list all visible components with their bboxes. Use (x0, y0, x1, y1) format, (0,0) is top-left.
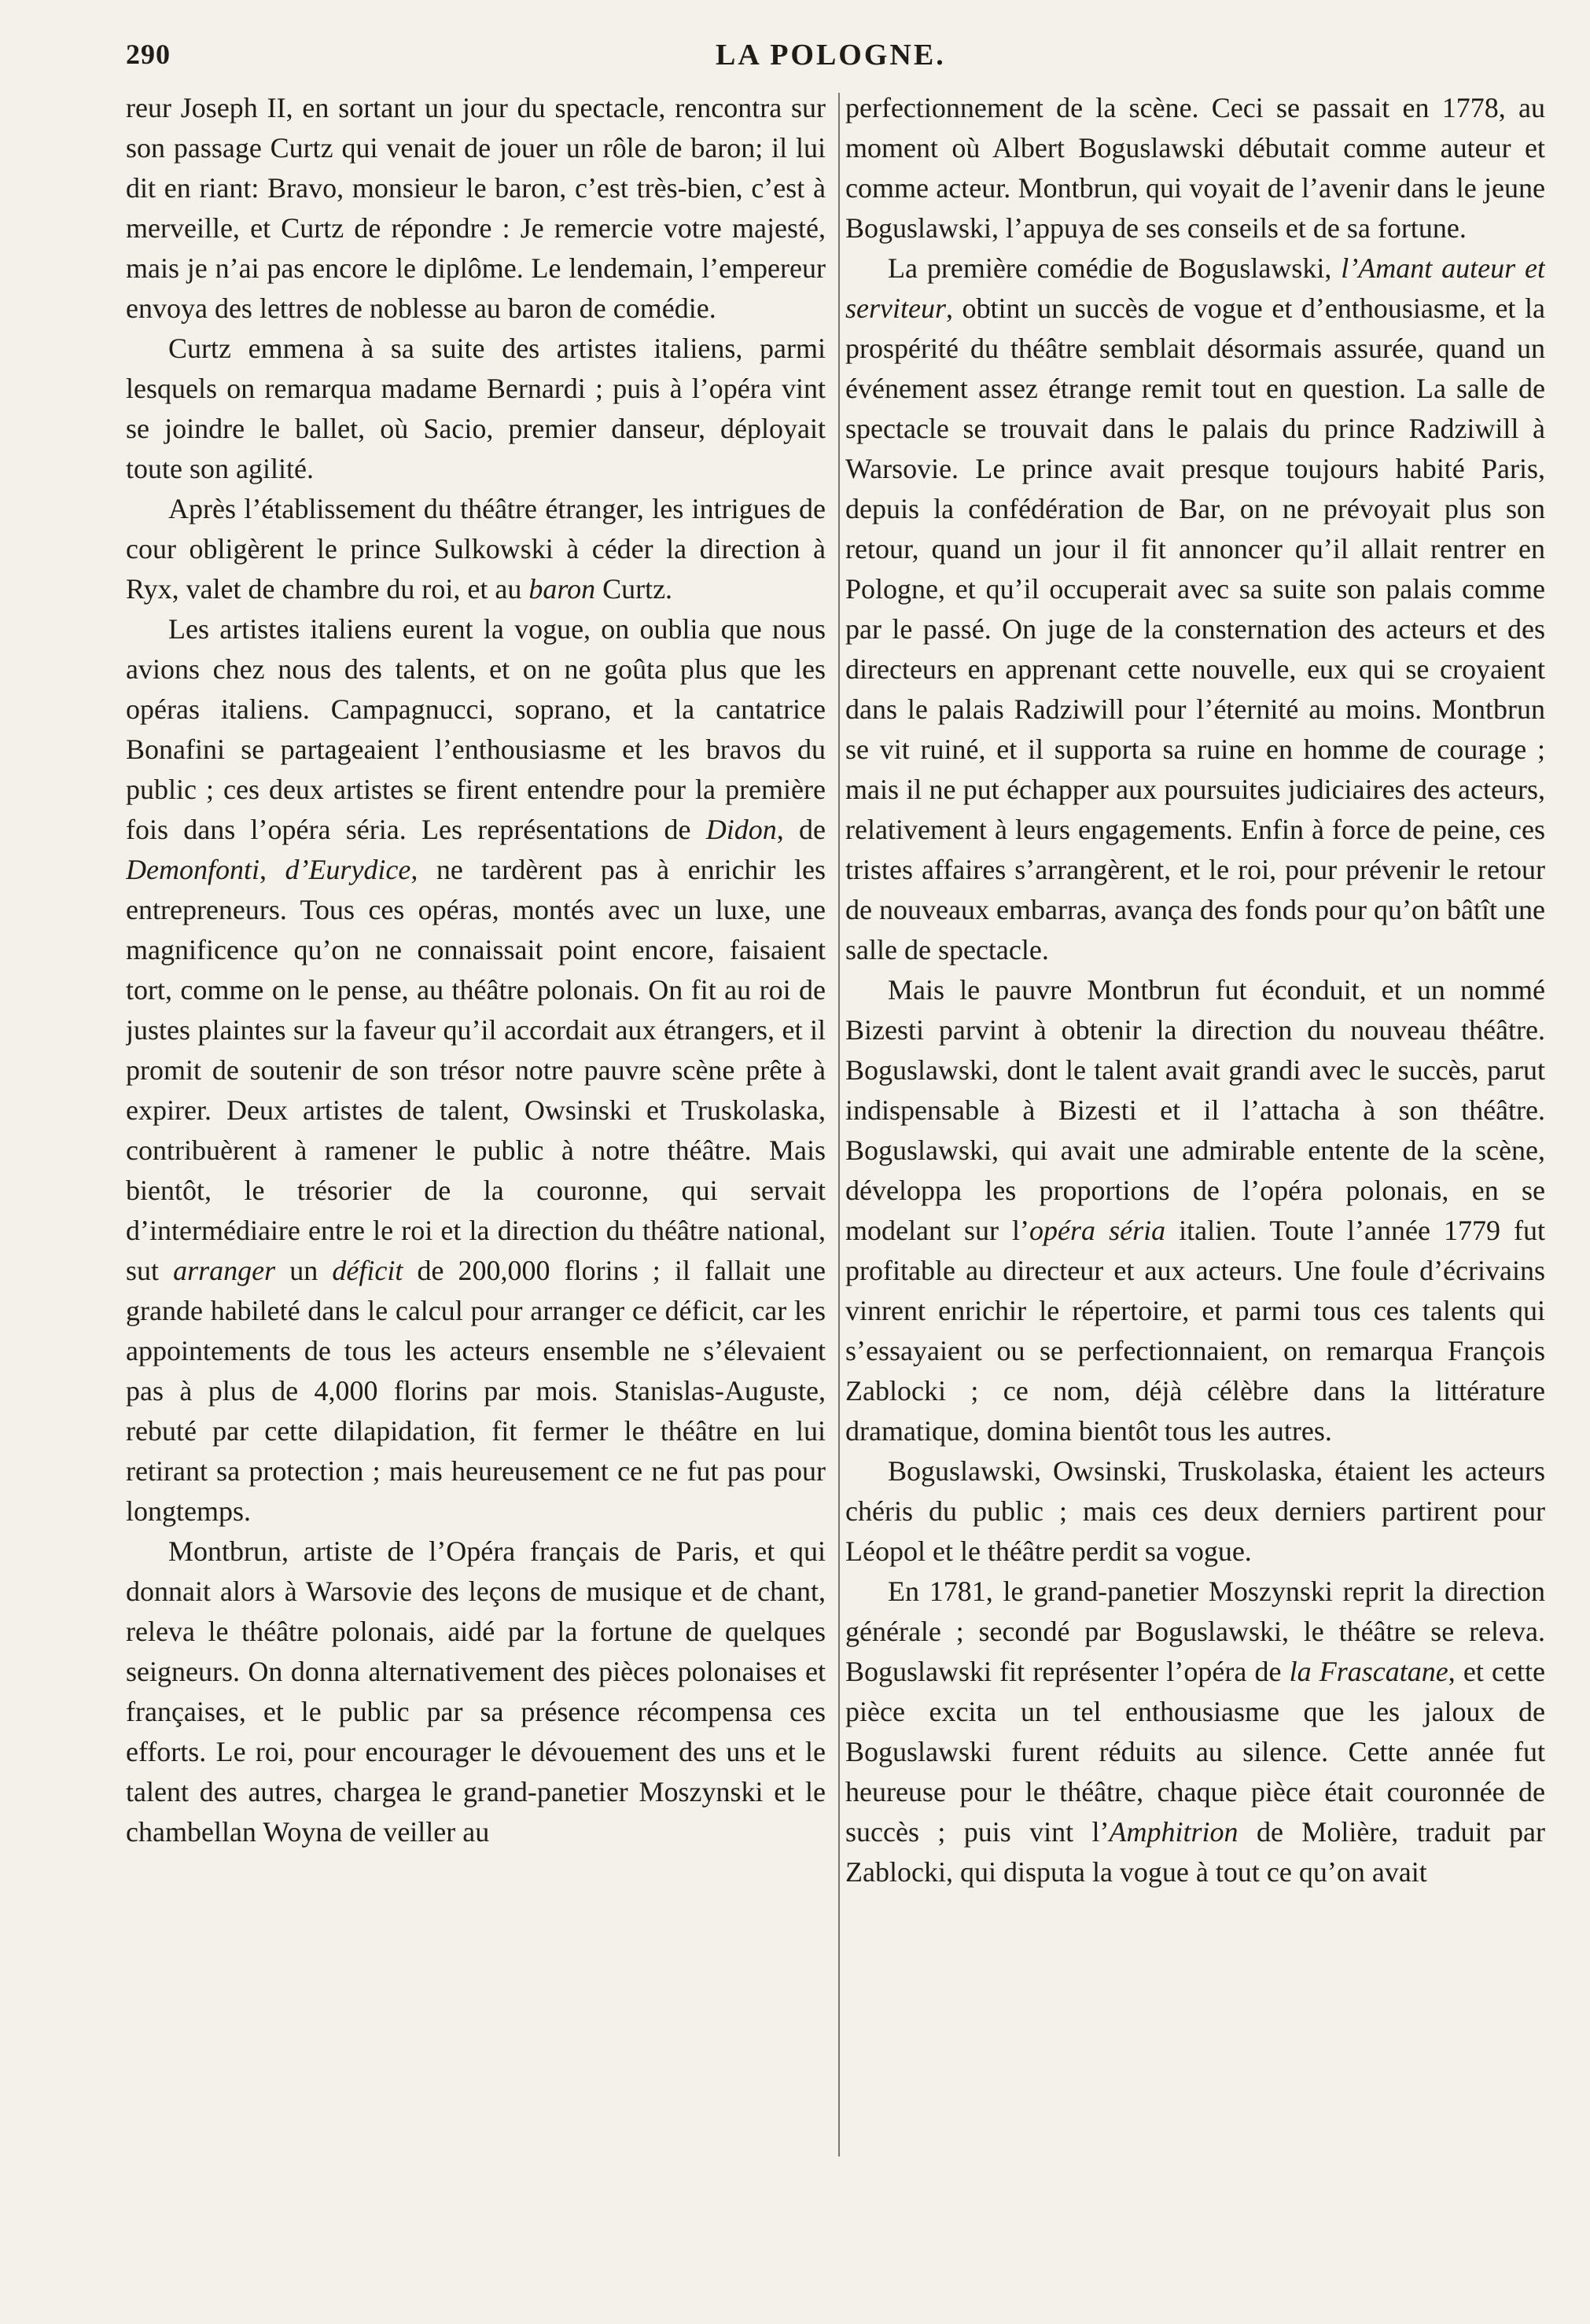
right-paragraph-5-text-a: En 1781, le grand-panetier Moszynski reprit la direction générale ; secondé par Boguslawski, le théâtre se releva. Boguslawski fit représenter l’opéra de (845, 1576, 1545, 1687)
left-paragraph-4-text-b: , de (776, 814, 826, 845)
left-column (126, 88, 826, 2171)
right-paragraph-5-italic-1: la Frascatane (1289, 1656, 1448, 1687)
page-header (126, 38, 1559, 85)
right-paragraph-5 (845, 1572, 1545, 1892)
left-paragraph-4-italic-1: Didon (705, 814, 777, 845)
right-paragraph-5-text-c: de Molière, traduit par Zablocki, qui disputa la vogue à tout ce qu’on avait (845, 1816, 1545, 1888)
left-paragraph-4-text-e: un (275, 1255, 333, 1286)
text-columns (126, 88, 1559, 2171)
left-paragraph-3-text-a: Après l’établissement du théâtre étranger, les intrigues de cour obligèrent le prince Sulkowski à céder la direction à Ryx, valet de chambre du roi, et au (126, 493, 826, 605)
right-paragraph-5-italic-2: Amphitrion (1109, 1816, 1239, 1848)
left-paragraph-3 (126, 489, 826, 609)
right-paragraph-2-text-b: , obtint un succès de vogue et d’enthousiasme, et la prospérité du théâtre semblait désormais assurée, quand un événement assez étrange remit tout en question. La salle de spectacle se trouvait dans le palais du prince Radziwill à Warsovie. Le prince avait presque toujours habité Paris, depuis la confédération de Bar, on ne prévoyait plus son retour, quand un jour il fit annoncer qu’il allait rentrer en Pologne, et qu’il occuperait avec sa suite son palais comme par le passé. On juge de la consternation des acteurs et des directeurs en apprenant cette nouvelle, eux qui se croyaient dans le palais Radziwill pour l’éternité au moins. Montbrun se vit ruiné, et il supporta sa ruine en homme de courage ; mais il ne put échapper aux poursuites judiciaires des acteurs, relativement à leurs engagements. Enfin à force de peine, ces tristes affaires s’arrangèrent, et le roi, pour prévenir le retour de nouveaux embarras, avança des fonds pour qu’on bâtît une salle de spectacle. (845, 292, 1545, 965)
left-paragraph-2-text: Curtz emmena à sa suite des artistes italiens, parmi lesquels on remarqua madame Bernardi ; puis à l’opéra vint se joindre le ballet, où Sacio, premier danseur, déployait toute son agilité. (126, 333, 826, 484)
right-paragraph-5-text-b: , et cette pièce excita un tel enthousiasme que les jaloux de Boguslawski furent réduits au silence. Cette année fut heureuse pour le théâtre, chaque pièce était couronnée de succès ; puis vint l’ (845, 1656, 1545, 1848)
left-paragraph-4-text-d: ne tardèrent pas à enrichir les entrepreneurs. Tous ces opéras, montés avec un luxe, une magnificence qu’on ne connaissait point encore, faisaient tort, comme on le pense, au théâtre polonais. On fit au roi de justes plaintes sur la faveur qu’il accordait aux étrangers, et il promit de soutenir de son trésor notre pauvre scène prête à expirer. Deux artistes de talent, Owsinski et Truskolaska, contribuèrent à ramener le public à notre théâtre. Mais bientôt, le trésorier de la couronne, qui servait d’intermédiaire entre le roi et la direction du théâtre national, sut (126, 854, 826, 1286)
left-paragraph-3-italic: baron (528, 573, 596, 605)
right-paragraph-1 (845, 88, 1545, 248)
right-paragraph-2 (845, 248, 1545, 970)
left-paragraph-1-text: reur Joseph II, en sortant un jour du spectacle, rencontra sur son passage Curtz qui venait de jouer un rôle de baron; il lui dit en riant: Bravo, monsieur le baron, c’est très-bien, c’est à merveille, et Curtz de répondre : Je remercie votre majesté, mais je n’ai pas encore le diplôme. Le lendemain, l’empereur envoya des lettres de noblesse au baron de comédie. (126, 92, 826, 324)
right-paragraph-2-text-a: La première comédie de Boguslawski, (888, 252, 1342, 284)
right-paragraph-4 (845, 1451, 1545, 1572)
left-paragraph-4-italic-5: déficit (332, 1255, 403, 1286)
right-paragraph-3-italic: opéra séria (1029, 1215, 1166, 1246)
left-paragraph-4-text-a: Les artistes italiens eurent la vogue, on oublia que nous avions chez nous des talents, et on ne goûta plus que les opéras italiens. Campagnucci, soprano, et la cantatrice Bonafini se partageaient l’enthousiasme et les bravos du public ; ces deux artistes se firent entendre pour la première fois dans l’opéra séria. Les représentations de (126, 613, 826, 845)
left-paragraph-5-text: Montbrun, artiste de l’Opéra français de Paris, et qui donnait alors à Warsovie des leçons de musique et de chant, releva le théâtre polonais, aidé par la fortune de quelques seigneurs. On donna alternativement des pièces polonaises et françaises, et le public par sa présence récompensa ces efforts. Le roi, pour encourager le dévouement des uns et le talent des autres, chargea le grand-panetier Moszynski et le chambellan Woyna de veiller au (126, 1535, 826, 1848)
left-paragraph-4-italic-3: d’Eurydice, (285, 854, 418, 885)
left-paragraph-5 (126, 1532, 826, 1852)
left-paragraph-4 (126, 609, 826, 1532)
right-paragraph-3-text-a: Mais le pauvre Montbrun fut éconduit, et un nommé Bizesti parvint à obtenir la direction du nouveau théâtre. Boguslawski, dont le talent avait grandi avec le succès, parut indispensable à Bizesti et il l’attacha à son théâtre. Boguslawski, qui avait une admirable entente de la scène, développa les proportions de l’opéra polonais, en se modelant sur l’ (845, 974, 1545, 1246)
right-paragraph-3-text-b: italien. Toute l’année 1779 fut profitable au directeur et aux acteurs. Une foule d’écrivains vinrent enrichir le répertoire, et parmi tous ces talents qui s’essayaient ou se perfectionnaient, on remarqua François Zablocki ; ce nom, déjà célèbre dans la littérature dramatique, domina bientôt tous les autres. (845, 1215, 1545, 1447)
left-paragraph-1 (126, 88, 826, 329)
left-paragraph-4-italic-4: arranger (173, 1255, 276, 1286)
running-title: LA POLOGNE. (716, 39, 946, 72)
left-paragraph-4-text-c: , (259, 854, 285, 885)
right-paragraph-3 (845, 970, 1545, 1451)
left-paragraph-4-italic-2: Demonfonti (126, 854, 259, 885)
right-paragraph-4-text: Boguslawski, Owsinski, Truskolaska, étaient les acteurs chéris du public ; mais ces deux derniers partirent pour Léopol et le théâtre perdit sa vogue. (845, 1455, 1545, 1567)
left-paragraph-4-text-f: de 200,000 florins ; il fallait une grande habileté dans le calcul pour arranger ce déficit, car les appointements de tous les acteurs ensemble ne s’élevaient pas à plus de 4,000 florins par mois. Stanislas-Auguste, rebuté par cette dilapidation, fit fermer le théâtre en lui retirant sa protection ; mais heureusement ce ne fut pas pour longtemps. (126, 1255, 826, 1527)
left-paragraph-3-text-b: Curtz. (595, 573, 673, 605)
right-paragraph-1-text: perfectionnement de la scène. Ceci se passait en 1778, au moment où Albert Boguslawski débutait comme auteur et comme acteur. Montbrun, qui voyait de l’avenir dans le jeune Boguslawski, l’appuya de ses conseils et de sa fortune. (845, 92, 1545, 244)
right-paragraph-2-italic: l’Amant auteur et serviteur (845, 252, 1545, 324)
page-number: 290 (126, 39, 171, 70)
left-paragraph-2 (126, 329, 826, 489)
right-column (845, 88, 1545, 2171)
